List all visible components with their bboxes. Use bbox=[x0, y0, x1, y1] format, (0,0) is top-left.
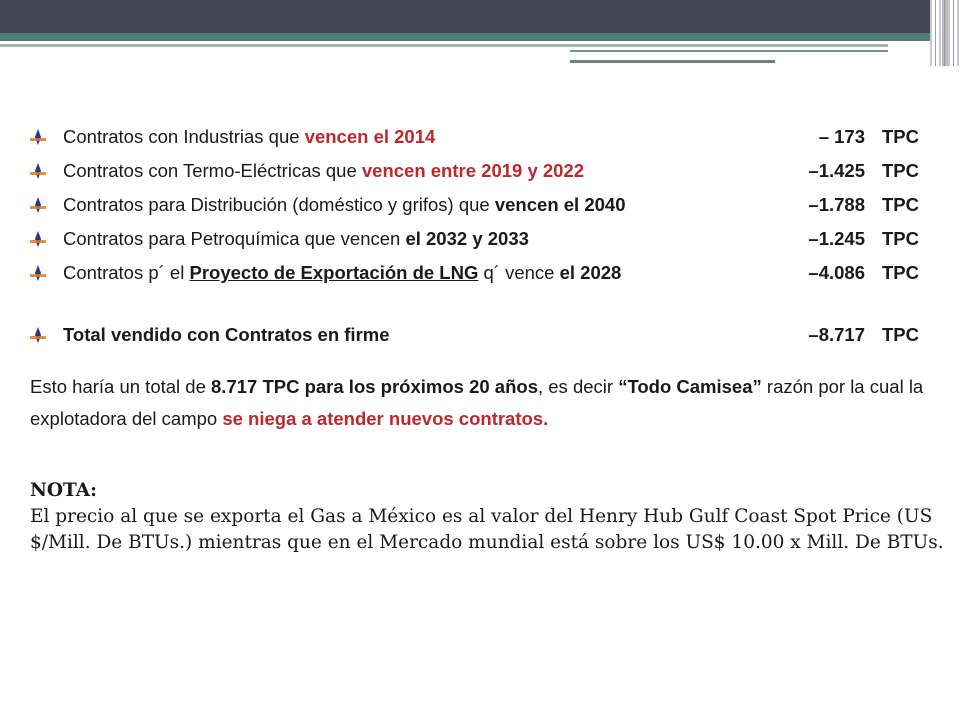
contract-row bbox=[30, 126, 940, 160]
total-label: Total vendido con Contratos en firme bbox=[63, 324, 390, 345]
contract-row bbox=[30, 228, 940, 262]
total-unit: TPC bbox=[882, 324, 919, 345]
total-amount: –8.717 bbox=[808, 324, 865, 345]
contract-unit: TPC bbox=[882, 262, 919, 283]
contract-row bbox=[30, 262, 940, 296]
contract-row bbox=[30, 194, 940, 228]
contract-unit: TPC bbox=[882, 228, 919, 249]
note-block bbox=[30, 478, 945, 556]
contract-unit: TPC bbox=[882, 160, 919, 181]
diamond-bullet-icon bbox=[30, 327, 46, 343]
contract-description: Contratos para Petroquímica que vencen el 2032 y 2033 bbox=[63, 228, 529, 249]
total-row bbox=[30, 324, 940, 358]
contract-amount: –1.245 bbox=[808, 228, 865, 249]
note-body: El precio al que se exporta el Gas a México es al valor del Henry Hub Gulf Coast Spot Price (US $/Mill. De BTUs.) mientras que en el Mercado mundial está sobre los US$ 10.00 x Mill. De BTUs. bbox=[30, 506, 944, 553]
note-title: NOTA: bbox=[30, 480, 97, 501]
header-stripe-accent bbox=[942, 0, 948, 66]
header-rule-shorter bbox=[570, 60, 775, 63]
contract-unit: TPC bbox=[882, 194, 919, 215]
contract-description: Contratos con Termo-Eléctricas que vencen entre 2019 y 2022 bbox=[63, 160, 585, 181]
contract-amount: – 173 bbox=[818, 126, 865, 147]
contract-description: Contratos con Industrias que vencen el 2014 bbox=[63, 126, 436, 147]
diamond-bullet-icon bbox=[30, 197, 46, 213]
header-rule-short bbox=[570, 50, 888, 52]
summary-paragraph: Esto haría un total de 8.717 TPC para los próximos 20 años, es decir “Todo Camisea” razón por la cual la explotadora del campo se niega a atender nuevos contratos. bbox=[30, 376, 924, 429]
contracts-list bbox=[30, 126, 940, 358]
diamond-bullet-icon bbox=[30, 265, 46, 281]
header-accent-bar bbox=[0, 33, 930, 41]
contract-row bbox=[30, 160, 940, 194]
contract-amount: –1.425 bbox=[808, 160, 865, 181]
contract-description: Contratos p´ el Proyecto de Exportación de LNG q´ vence el 2028 bbox=[63, 262, 622, 283]
diamond-bullet-icon bbox=[30, 163, 46, 179]
contract-unit: TPC bbox=[882, 126, 919, 147]
diamond-bullet-icon bbox=[30, 231, 46, 247]
contract-amount: –4.086 bbox=[808, 262, 865, 283]
header-bar bbox=[0, 0, 960, 33]
contract-amount: –1.788 bbox=[808, 194, 865, 215]
diamond-bullet-icon bbox=[30, 129, 46, 145]
header-rule bbox=[0, 44, 888, 47]
contract-description: Contratos para Distribución (doméstico y grifos) que vencen el 2040 bbox=[63, 194, 626, 215]
